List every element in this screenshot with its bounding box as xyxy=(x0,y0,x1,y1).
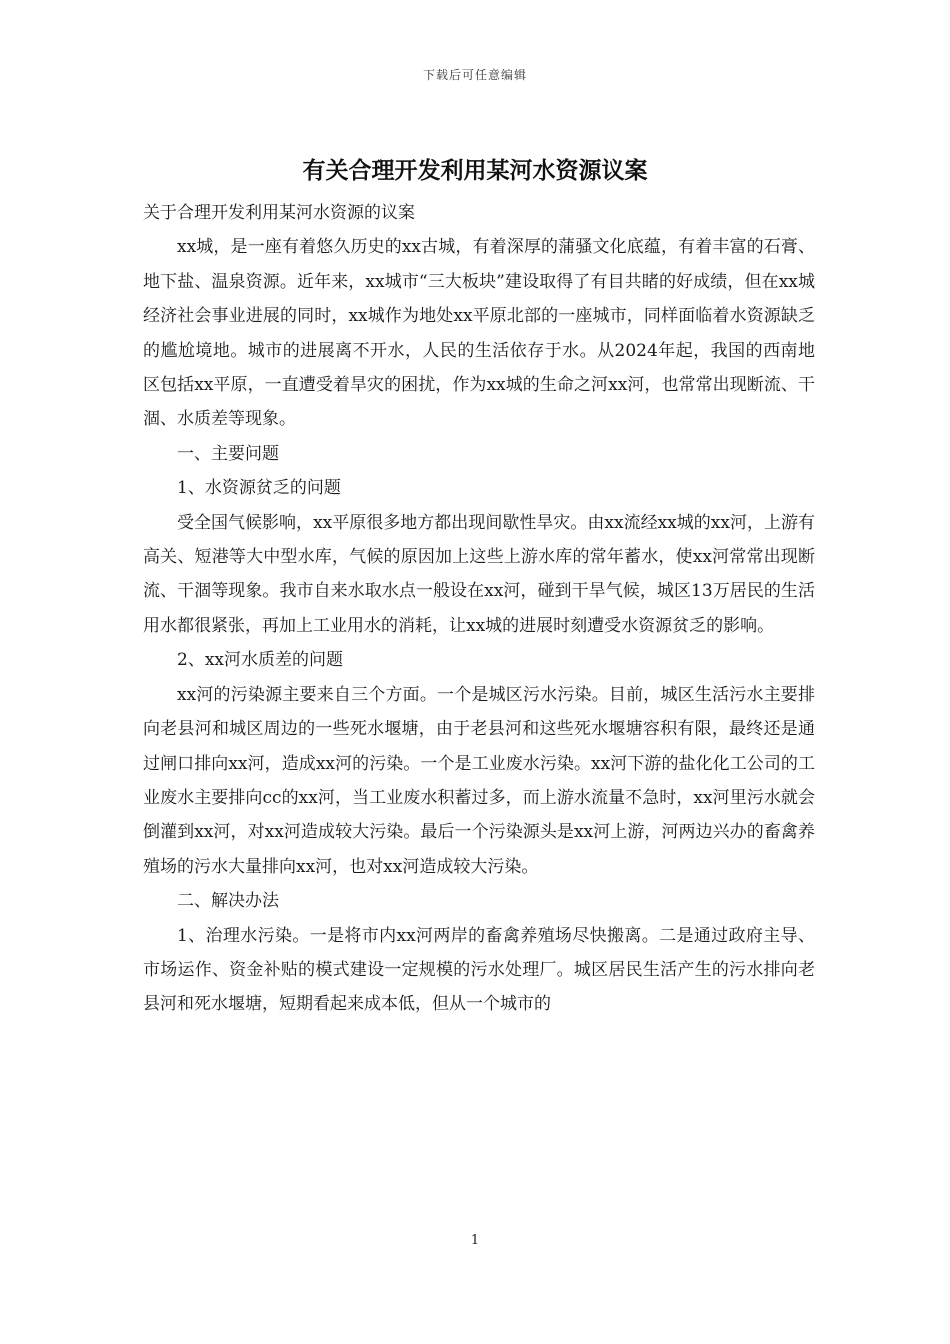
document-title: 有关合理开发利用某河水资源议案 xyxy=(302,158,648,184)
section-heading-solutions: 二、解决办法 xyxy=(177,891,279,912)
page-number: 1 xyxy=(470,1233,480,1248)
paragraph-water-quality: xx河的污染源主要来自三个方面。一个是城区污水污染。目前，城区生活污水主要排向老县河和城区周边的一些死水堰塘，由于老县河和这些死水堰塘容积有限，最终还是通过闸口排向xx河，造成xx河的污染。一个是工业废水污染。xx河下游的盐化化工公司的工业废水主要排向cc的xx河，当工业废水积蓄过多，而上游水流量不急时，xx河里污水就会倒灌到xx河，对xx河造成较大污染。最后一个污染源头是xx河上游，河两边兴办的畜禽养殖场的污水大量排向xx河，也对xx河造成较大污染。 xyxy=(143,684,815,877)
paragraph-intro: xx城，是一座有着悠久历史的xx古城，有着深厚的蒲骚文化底蕴，有着丰富的石膏、地下盐、温泉资源。近年来，xx城市“三大板块”建设取得了有目共睹的好成绩，但在xx城经济社会事业进展的同时，xx城作为地处xx平原北部的一座城市，同样面临着水资源缺乏的尴尬境地。城市的进展离不开水，人民的生活依存于水。从2024年起，我国的西南地区包括xx平原，一直遭受着旱灾的困扰，作为xx城的生命之河xx河，也常常出现断流、干涸、水质差等现象。 xyxy=(143,237,815,430)
subheading-water-shortage: 1、水资源贫乏的问题 xyxy=(177,478,341,499)
header-note: 下载后可任意编辑 xyxy=(422,68,527,82)
subheading-water-quality: 2、xx河水质差的问题 xyxy=(177,650,343,671)
document-body xyxy=(143,196,815,1022)
document-subtitle: 关于合理开发利用某河水资源的议案 xyxy=(143,203,415,223)
section-heading-main-issues: 一、主要问题 xyxy=(177,443,279,464)
paragraph-water-shortage: 受全国气候影响，xx平原很多地方都出现间歇性旱灾。由xx流经xx城的xx河，上游有高关、短港等大中型水库，气候的原因加上这些上游水库的常年蓄水，使xx河常常出现断流、干涸等现象。我市自来水取水点一般设在xx河，碰到干旱气候，城区13万居民的生活用水都很紧张，再加上工业用水的消耗，让xx城的进展时刻遭受水资源贫乏的影响。 xyxy=(143,512,815,636)
paragraph-pollution-control: 1、治理水污染。一是将市内xx河两岸的畜禽养殖场尽快搬离。二是通过政府主导、市场运作、资金补贴的模式建设一定规模的污水处理厂。城区居民生活产生的污水排向老县河和死水堰塘，短期看起来成本低，但从一个城市的 xyxy=(143,925,815,1015)
